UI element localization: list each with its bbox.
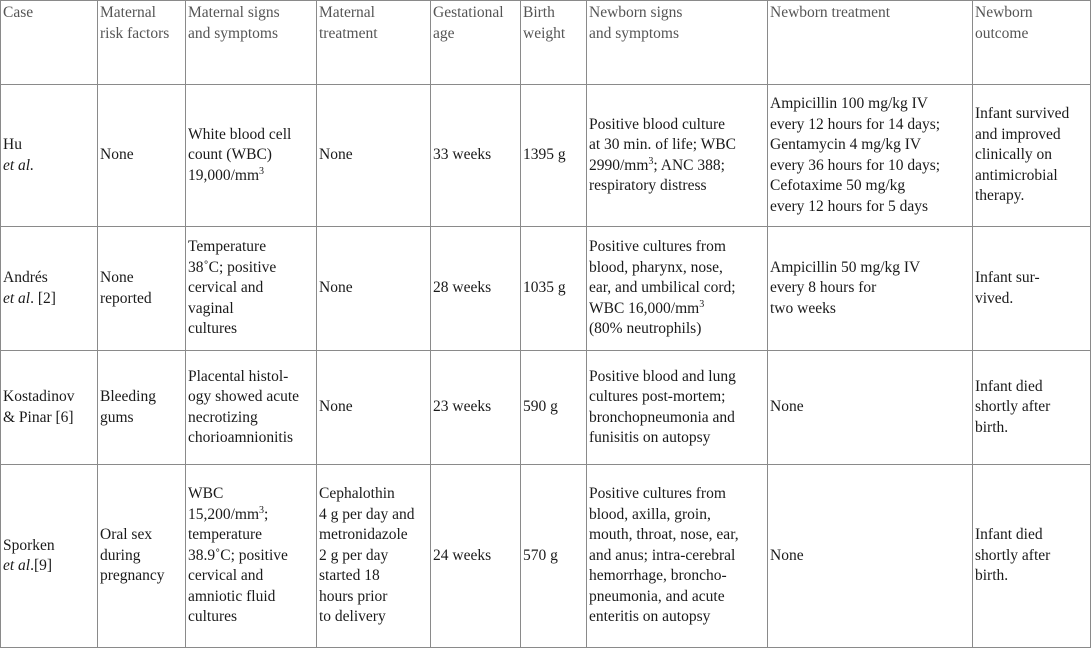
signs-cell: Placental histol- ogy showed acute necrotizing chorioamnionitis (186, 351, 317, 465)
case-cell: Hu et al. (1, 85, 98, 227)
header-maternal-risk-factors: Maternal risk factors (98, 1, 186, 85)
newborn-signs-cell: Positive blood culture at 30 min. of life; WBC $2990/mm^3$; ANC 388; respiratory distress (587, 85, 768, 227)
birth-weight-cell: 570 g (521, 465, 587, 648)
gestational-age-cell: 33 weeks (431, 85, 521, 227)
risk-cell: Oral sex during pregnancy (98, 465, 186, 648)
case-cell: Kostadinov & Pinar [6] (1, 351, 98, 465)
newborn-signs-cell: Positive blood and lung cultures post-mortem; bronchopneumonia and funisitis on autopsy (587, 351, 768, 465)
header-row (1, 1, 1091, 85)
treatment-cell: None (317, 227, 431, 351)
treatment-cell: None (317, 351, 431, 465)
table-row (1, 227, 1091, 351)
header-maternal-treatment: Maternal treatment (317, 1, 431, 85)
newborn-signs-cell: Positive cultures from blood, axilla, groin, mouth, throat, nose, ear, and anus; intra-cerebral hemorrhage, broncho- pneumonia, and acute enteritis on autopsy (587, 465, 768, 648)
outcome-cell: Infant died shortly after birth. (973, 351, 1091, 465)
gestational-age-cell: 28 weeks (431, 227, 521, 351)
risk-cell: Bleeding gums (98, 351, 186, 465)
birth-weight-cell: 1395 g (521, 85, 587, 227)
header-newborn-signs: Newborn signs and symptoms (587, 1, 768, 85)
header-case: Case (1, 1, 98, 85)
newborn-treatment-cell: Ampicillin 100 mg/kg IV every 12 hours for 14 days; Gentamycin 4 mg/kg IV every 36 hours for 10 days; Cefotaxime 50 mg/kg every 12 hours for 5 days (768, 85, 973, 227)
signs-cell: Temperature 38˚C; positive cervical and vaginal cultures (186, 227, 317, 351)
case-cell: Andrés et al. [2] (1, 227, 98, 351)
outcome-cell: Infant survived and improved clinically on antimicrobial therapy. (973, 85, 1091, 227)
case-cell: Sporken et al.[9] (1, 465, 98, 648)
table-row (1, 85, 1091, 227)
header-newborn-outcome: Newborn outcome (973, 1, 1091, 85)
birth-weight-cell: 1035 g (521, 227, 587, 351)
birth-weight-cell: 590 g (521, 351, 587, 465)
header-birth-weight: Birth weight (521, 1, 587, 85)
signs-cell: WBC $15,200/mm^3$; temperature 38.9˚C; positive cervical and amniotic fluid cultures (186, 465, 317, 648)
header-maternal-signs: Maternal signs and symptoms (186, 1, 317, 85)
gestational-age-cell: 23 weeks (431, 351, 521, 465)
risk-cell: None (98, 85, 186, 227)
treatment-cell: Cephalothin 4 g per day and metronidazole 2 g per day started 18 hours prior to delivery (317, 465, 431, 648)
gestational-age-cell: 24 weeks (431, 465, 521, 648)
outcome-cell: Infant sur- vived. (973, 227, 1091, 351)
newborn-treatment-cell: None (768, 465, 973, 648)
header-newborn-treatment: Newborn treatment (768, 1, 973, 85)
signs-cell: White blood cell count (WBC) $19,000/mm^3$ (186, 85, 317, 227)
table-row (1, 465, 1091, 648)
risk-cell: None reported (98, 227, 186, 351)
newborn-treatment-cell: Ampicillin 50 mg/kg IV every 8 hours for two weeks (768, 227, 973, 351)
table-row (1, 351, 1091, 465)
treatment-cell: None (317, 85, 431, 227)
newborn-signs-cell: Positive cultures from blood, pharynx, nose, ear, and umbilical cord; WBC $16,000/mm^3$ (80% neutrophils) (587, 227, 768, 351)
outcome-cell: Infant died shortly after birth. (973, 465, 1091, 648)
newborn-treatment-cell: None (768, 351, 973, 465)
header-gestational-age: Gestational age (431, 1, 521, 85)
